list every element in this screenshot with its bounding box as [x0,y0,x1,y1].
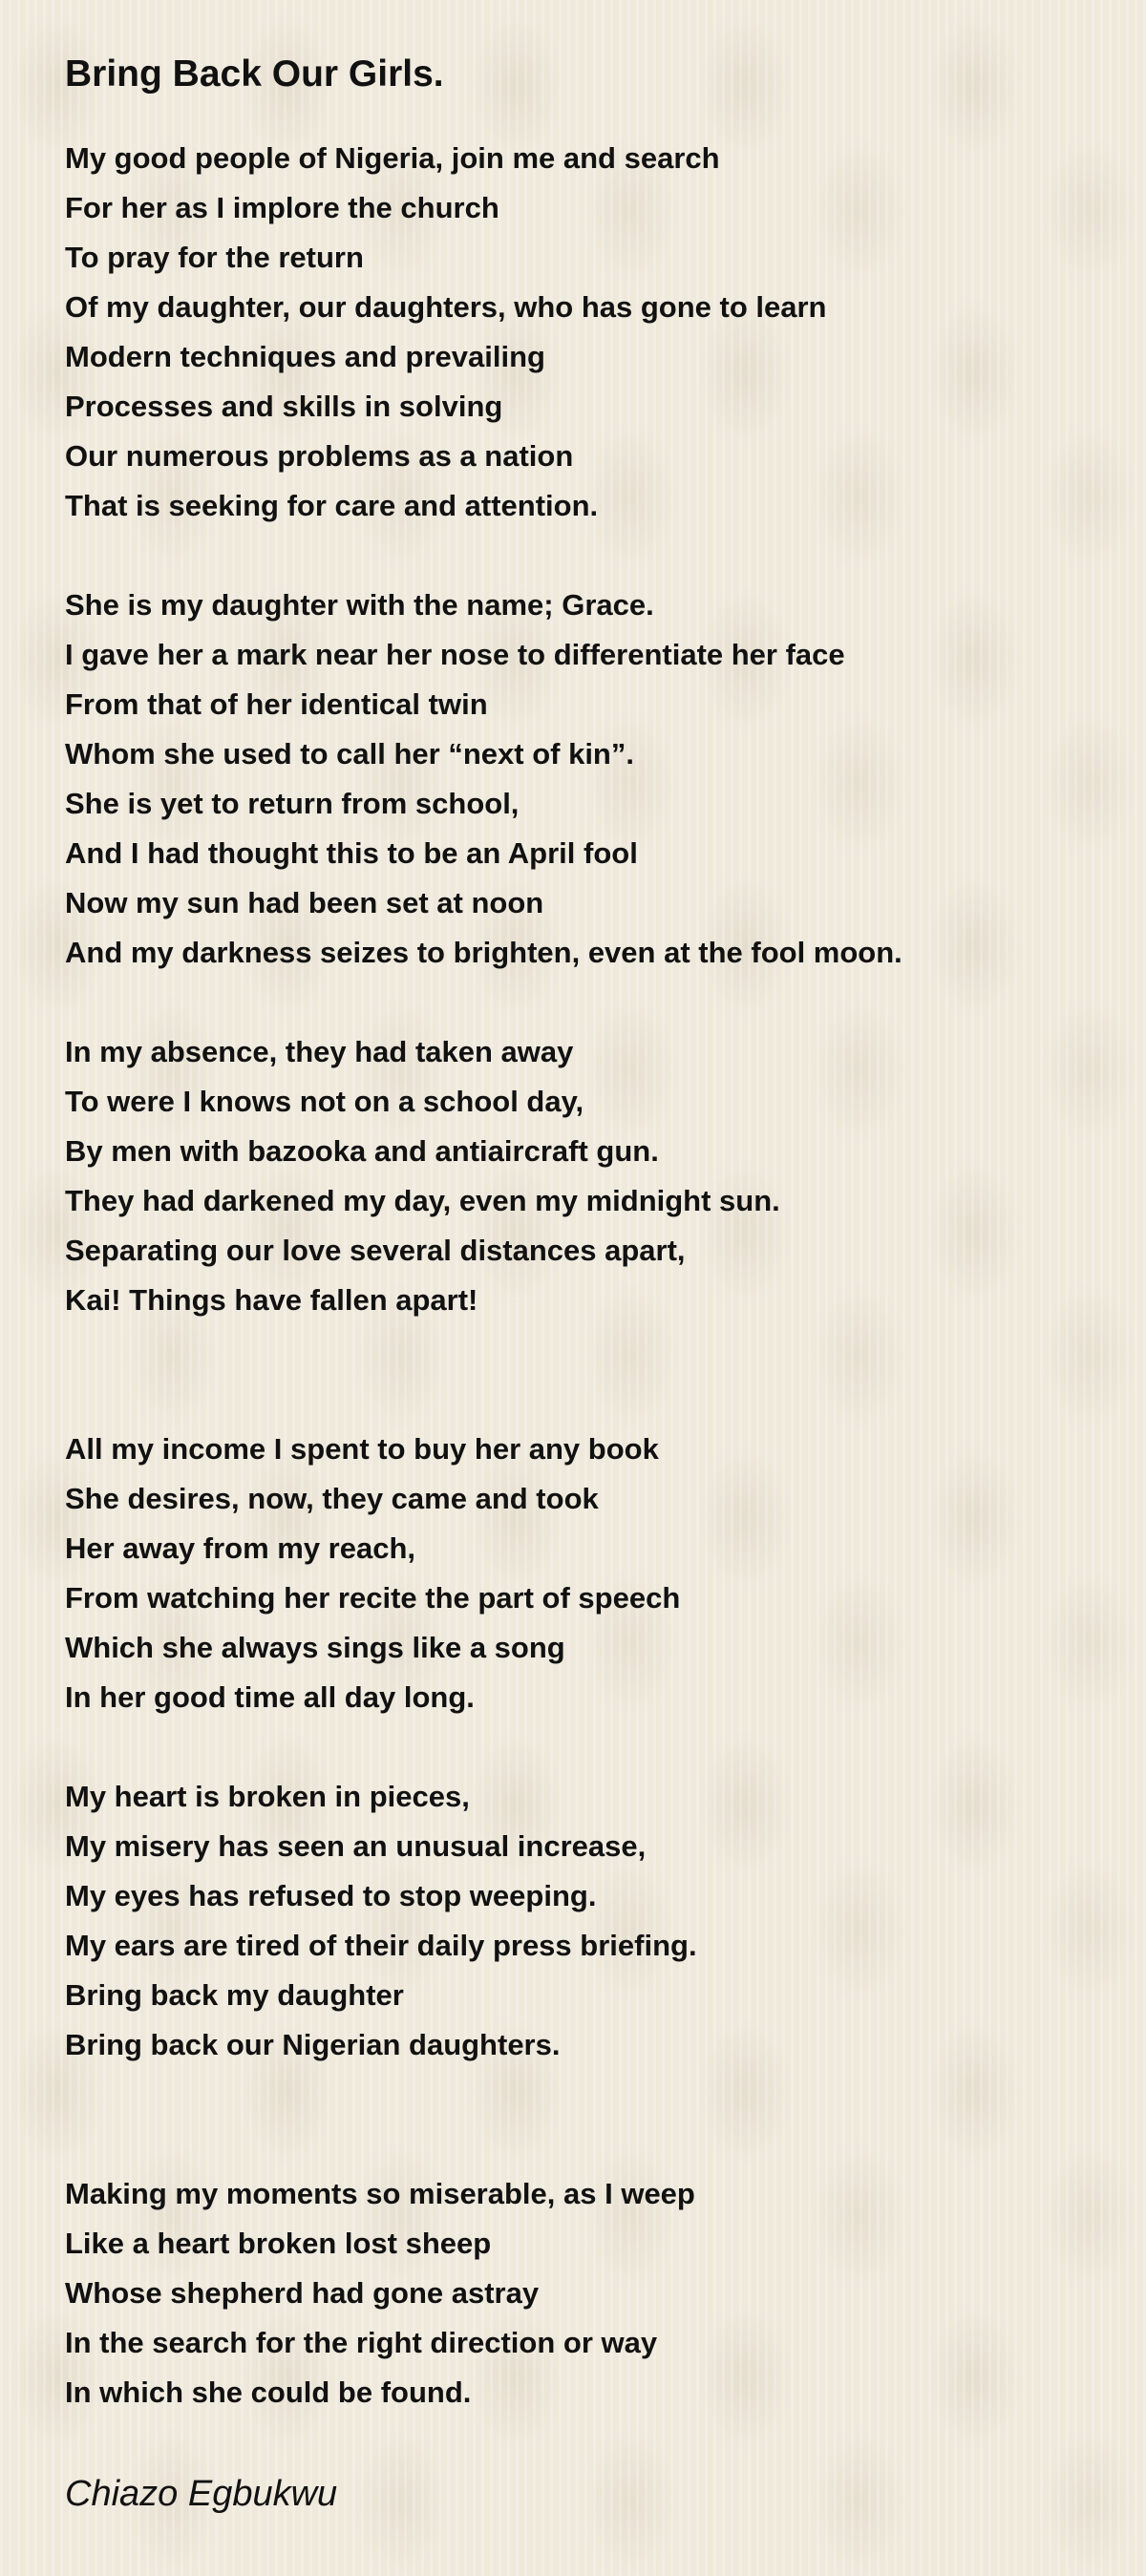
poem-author: Chiazo Egbukwu [65,2474,338,2514]
poem-line: In her good time all day long. [65,1680,475,1714]
poem-line: Whose shepherd had gone astray [65,2276,540,2310]
poem-line: My heart is broken in pieces, [65,1780,470,1813]
stanza-6 [65,2169,1096,2418]
poem-line: She is my daughter with the name; Grace. [65,588,654,622]
poem-title: Bring Back Our Girls. [65,53,444,95]
poem-line: They had darkened my day, even my midnight sun. [65,1184,780,1217]
poem-line: And my darkness seizes to brighten, even at the fool moon. [65,936,902,969]
poem-container [65,48,1096,2521]
poem-line: In the search for the right direction or way [65,2326,658,2359]
poem-line: To pray for the return [65,241,364,274]
poem-line: Her away from my reach, [65,1531,416,1565]
poem-line: She desires, now, they came and took [65,1482,599,1515]
poem-line: And I had thought this to be an April fool [65,836,638,870]
poem-line: Bring back my daughter [65,1978,404,2012]
poem-line: That is seeking for care and attention. [65,489,599,522]
poem-line: Modern techniques and prevailing [65,340,545,373]
poem-line: Bring back our Nigerian daughters. [65,2028,561,2061]
stanza-break [65,2070,1096,2169]
poem-line: Making my moments so miserable, as I weep [65,2177,695,2210]
stanza-2 [65,581,1096,978]
poem-line: My ears are tired of their daily press briefing. [65,1929,697,1962]
poem-line: In which she could be found. [65,2375,472,2409]
poem-line: By men with bazooka and antiaircraft gun. [65,1134,659,1168]
poem-line: She is yet to return from school, [65,787,520,820]
poem-line: My misery has seen an unusual increase, [65,1829,647,1863]
poem-line: For her as I implore the church [65,191,499,224]
poem-line: Of my daughter, our daughters, who has gone to learn [65,290,827,324]
stanza-4 [65,1425,1096,1722]
poem-line: Separating our love several distances apart, [65,1234,686,1267]
poem-line: Which she always sings like a song [65,1631,565,1664]
stanza-break [65,531,1096,581]
poem-line: Now my sun had been set at noon [65,886,544,919]
stanza-break [65,1722,1096,1772]
stanza-3 [65,1027,1096,1325]
poem-line: My eyes has refused to stop weeping. [65,1879,597,1912]
poem-line: From that of her identical twin [65,687,488,721]
stanza-break [65,978,1096,1027]
stanza-5 [65,1772,1096,2070]
poem-line: In my absence, they had taken away [65,1035,574,1068]
poem-line: From watching her recite the part of speech [65,1581,681,1615]
stanza-1 [65,134,1096,531]
poem-line: Like a heart broken lost sheep [65,2227,492,2260]
poem-line: All my income I spent to buy her any book [65,1432,659,1466]
poem-line: Processes and skills in solving [65,390,503,423]
stanza-break [65,1325,1096,1425]
poem-line: To were I knows not on a school day, [65,1085,584,1118]
poem-body [65,134,1096,2418]
poem-line: Whom she used to call her “next of kin”. [65,737,634,771]
poem-line: My good people of Nigeria, join me and search [65,141,720,175]
poem-line: Kai! Things have fallen apart! [65,1283,478,1317]
poem-line: Our numerous problems as a nation [65,439,574,473]
poem-line: I gave her a mark near her nose to differentiate her face [65,638,845,671]
